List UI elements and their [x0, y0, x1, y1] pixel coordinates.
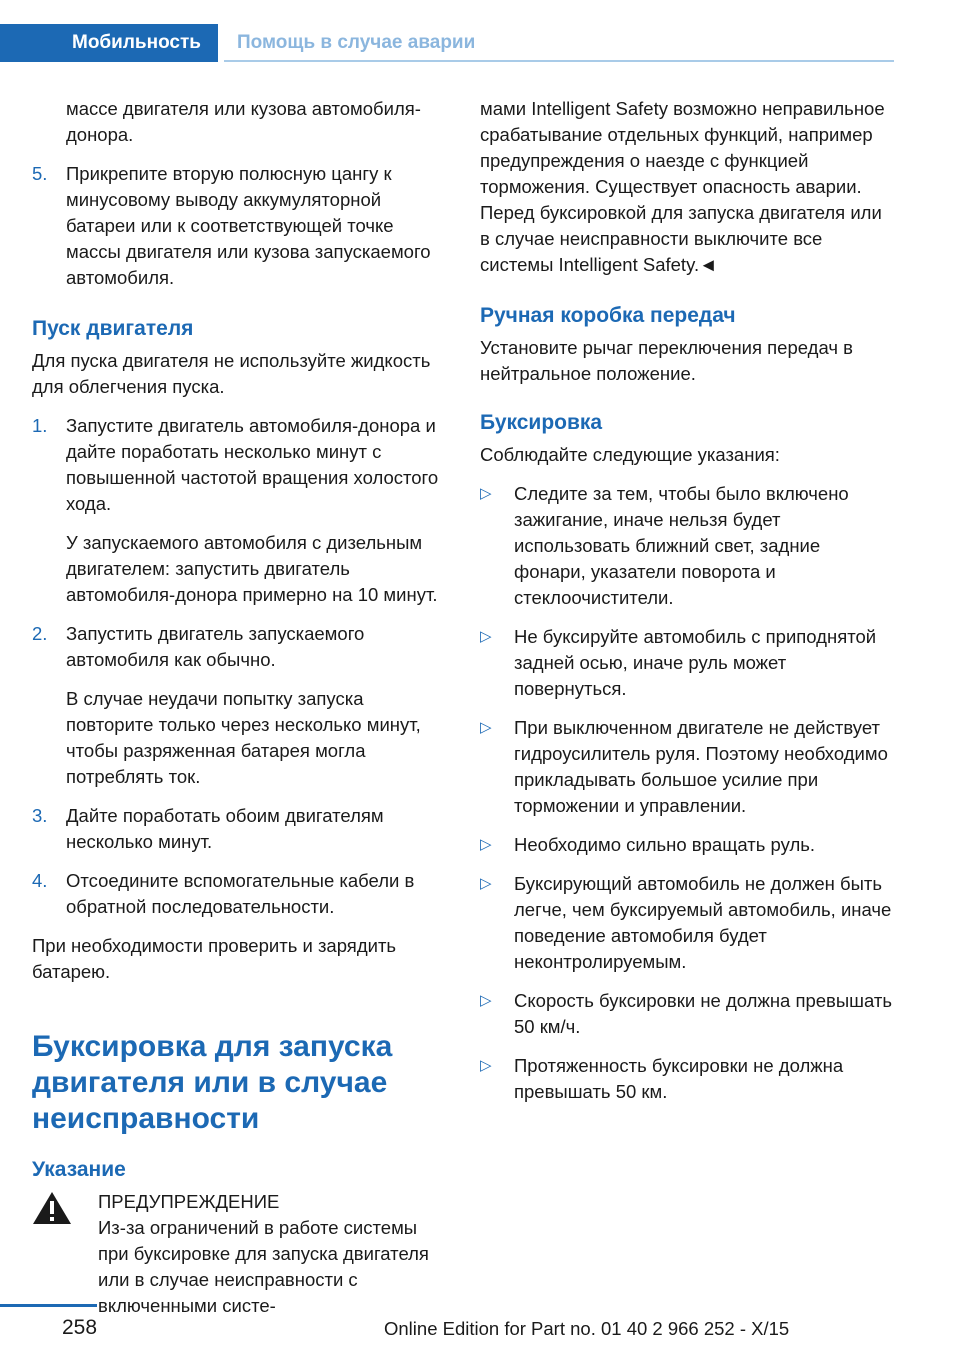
warning-label: ПРЕДУПРЕЖДЕНИЕ: [98, 1191, 280, 1212]
warning-triangle-icon: [32, 1191, 72, 1225]
towing-bullet-item: [480, 832, 895, 858]
edition-footer: Online Edition for Part no. 01 40 2 966 252 - X/15: [384, 1318, 790, 1339]
step-text: Дайте поработать обоим двигателям несколько минут.: [66, 805, 384, 852]
warning-block: [32, 1189, 447, 1319]
step-text: Прикрепите вторую полюсную цангу к минусовому выводу аккумуляторной батареи или к соответствующей точке массы двигателя или кузова запускаемого автомобиля.: [66, 163, 431, 288]
towing-intro: Соблюдайте следующие указания:: [480, 444, 780, 465]
tab-breakdown-assistance[interactable]: Помощь в случае аварии: [236, 32, 476, 53]
towing-bullet-item: [480, 715, 895, 819]
step-subtext: У запускаемого автомобиля с дизельным двигателем: запустить двигатель автомобиля-донора примерно на 10 минут.: [66, 532, 438, 605]
warning-text: Из-за ограничений в работе системы при буксировке для запуска двигателя или в случае неисправности с включенными систе-: [98, 1217, 429, 1316]
manual-gearbox-heading: Ручная коробка передач: [480, 304, 736, 327]
step-number: 3.: [32, 805, 48, 826]
step-text: Запустите двигатель автомобиля-донора и дайте поработать несколько минут с повышенной частотой вращения холостого хода.: [66, 415, 439, 514]
triangle-bullet-icon: ▷: [480, 485, 492, 502]
step-number: 2.: [32, 623, 48, 644]
step-text: Отсоедините вспомогательные кабели в обратной последовательности.: [66, 870, 415, 917]
bullet-text: Не буксируйте автомобиль с приподнятой задней осью, иначе руль может повернуться.: [514, 626, 877, 699]
step-number: 5.: [32, 163, 48, 184]
triangle-bullet-icon: ▷: [480, 992, 492, 1009]
towing-heading: Буксировка: [480, 411, 603, 434]
towing-bullet-item: [480, 988, 895, 1040]
footer-rule: [0, 1304, 97, 1307]
tab-mobility[interactable]: Мобильность: [0, 24, 218, 62]
continued-step-text: массе двигателя или кузова автомобиля-донора.: [66, 98, 421, 145]
bullet-text: Следите за тем, чтобы было включено зажигание, иначе нельзя будет использовать ближний свет, задние фонари, указатели поворота и стеклоочистители.: [514, 483, 849, 608]
bullet-text: Необходимо сильно вращать руль.: [514, 834, 816, 855]
step-number: 4.: [32, 870, 48, 891]
note-heading: Указание: [32, 1158, 126, 1181]
bullet-text: Буксирующий автомобиль не должен быть легче, чем буксируемый автомобиль, иначе поведение автомобиля будет неконтролируемым.: [514, 873, 892, 972]
step-subtext: В случае неудачи попытку запуска повторите только через несколько минут, чтобы разряженная батарея могла потреблять ток.: [66, 688, 421, 787]
step-item-3: [32, 803, 447, 855]
triangle-bullet-icon: ▷: [480, 875, 492, 892]
step-text: Запустить двигатель запускаемого автомобиля как обычно.: [66, 623, 365, 670]
triangle-bullet-icon: ▷: [480, 719, 492, 736]
header-tabs: [0, 24, 475, 62]
towing-bullet-item: [480, 481, 895, 611]
towing-bullet-item: [480, 1053, 895, 1105]
manual-gearbox-text: Установите рычаг переключения передач в нейтральное положение.: [480, 337, 853, 384]
triangle-bullet-icon: ▷: [480, 836, 492, 853]
left-column: [32, 96, 447, 1319]
step-item-2: [32, 621, 447, 790]
step-item-5: [32, 161, 447, 291]
bullet-text: При выключенном двигателе не действует гидроусилитель руля. Поэтому необходимо прикладывать большое усилие при торможении и управлении.: [514, 717, 888, 816]
right-column: [480, 96, 895, 1118]
start-engine-heading: Пуск двигателя: [32, 317, 194, 340]
warning-text-continued: мами Intelligent Safety возможно неправильное срабатывание отдельных функций, например предупреждения о наезде с функцией торможения. Существует опасность аварии. Перед буксировкой для запуска двигателя или в случае неисправности выключите все системы Intelligent Safety.◄: [480, 98, 885, 275]
triangle-bullet-icon: ▷: [480, 1057, 492, 1074]
bullet-text: Протяженность буксировки не должна превышать 50 км.: [514, 1055, 844, 1102]
bullet-text: Скорость буксировки не должна превышать 50 км/ч.: [514, 990, 893, 1037]
towing-section-title: Буксировка для запуска двигателя или в случае неисправности: [32, 1030, 393, 1135]
start-engine-intro: Для пуска двигателя не используйте жидкость для облегчения пуска.: [32, 350, 431, 397]
triangle-bullet-icon: ▷: [480, 628, 492, 645]
step-item-1: [32, 413, 447, 608]
step-number: 1.: [32, 415, 48, 436]
after-steps-note: При необходимости проверить и зарядить батарею.: [32, 935, 397, 982]
towing-bullet-item: [480, 871, 895, 975]
towing-bullet-item: [480, 624, 895, 702]
header-divider: [224, 60, 894, 62]
page-number: 258: [62, 1316, 98, 1339]
step-item-4: [32, 868, 447, 920]
